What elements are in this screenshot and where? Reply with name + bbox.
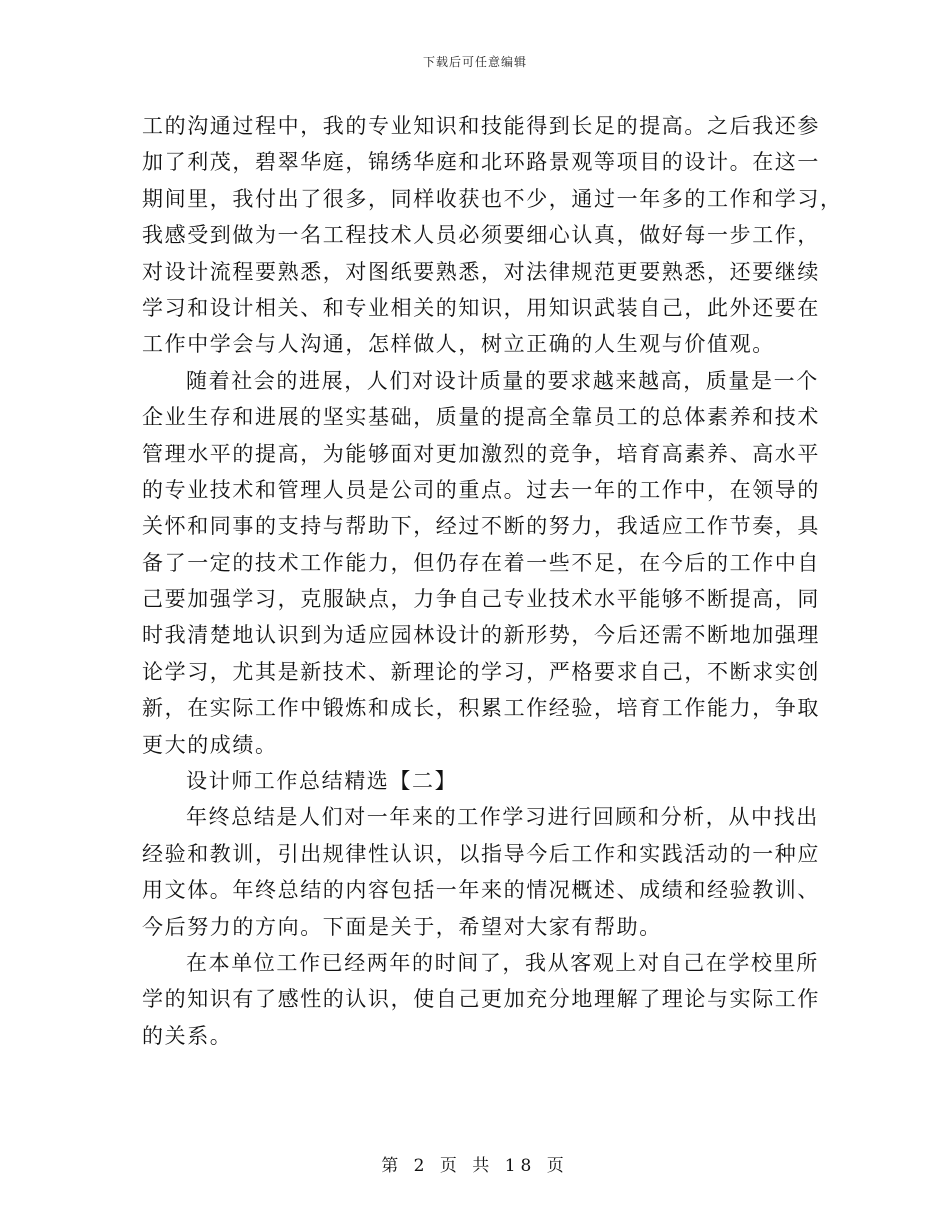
paragraph-line: 企业生存和进展的坚实基础，质量的提高全靠员工的总体素养和技术 (142, 405, 820, 430)
paragraph-line: 的关系。 (142, 1023, 233, 1048)
paragraph-line: 关怀和同事的支持与帮助下，经过不断的努力，我适应工作节奏，具 (142, 514, 820, 539)
paragraph-line: 时我清楚地认识到为适应园林设计的新形势，今后还需不断地加强理 (142, 623, 820, 648)
paragraph-line: 更大的成绩。 (142, 732, 278, 757)
paragraph-line: 己要加强学习，克服缺点，力争自己专业技术水平能够不断提高，同 (142, 587, 820, 612)
paragraph-line: 工作中学会与人沟通，怎样做人，树立正确的人生观与价值观。 (142, 332, 775, 357)
paragraph-line: 我感受到做为一名工程技术人员必须要细心认真，做好每一步工作， (142, 223, 820, 248)
paragraph-line: 学习和设计相关、和专业相关的知识，用知识武装自己，此外还要在 (142, 295, 820, 320)
paragraph-line: 在本单位工作已经两年的时间了，我从客观上对自己在学校里所 (186, 950, 819, 975)
paragraph-line: 加了利茂，碧翠华庭，锦绣华庭和北环路景观等项目的设计。在这一 (142, 150, 820, 175)
paragraph-line: 管理水平的提高，为能够面对更加激烈的竞争，培育高素养、高水平 (142, 441, 820, 466)
paragraph-line: 新，在实际工作中锻炼和成长，积累工作经验，培育工作能力，争取 (142, 696, 820, 721)
section-heading: 设计师工作总结精选【二】 (186, 769, 458, 794)
paragraph-line: 今后努力的方向。下面是关于，希望对大家有帮助。 (142, 914, 662, 939)
document-body (142, 108, 843, 1054)
paragraph-line: 的专业技术和管理人员是公司的重点。过去一年的工作中，在领导的 (142, 477, 820, 502)
paragraph-line: 工的沟通过程中，我的专业知识和技能得到长足的提高。之后我还参 (142, 114, 820, 138)
paragraph-line: 用文体。年终总结的内容包括一年来的情况概述、成绩和经验教训、 (142, 878, 820, 903)
paragraph-line: 对设计流程要熟悉，对图纸要熟悉，对法律规范更要熟悉，还要继续 (142, 259, 820, 284)
page-header: 下载后可任意编辑 (422, 55, 527, 69)
page-footer: 第 2 页 共 18 页 (381, 1156, 569, 1176)
paragraph-line: 期间里，我付出了很多，同样收获也不少，通过一年多的工作和学习， (142, 186, 843, 211)
paragraph-line: 年终总结是人们对一年来的工作学习进行回顾和分析，从中找出 (186, 805, 819, 830)
paragraph-line: 备了一定的技术工作能力，但仍存在着一些不足，在今后的工作中自 (142, 550, 820, 575)
paragraph-line: 随着社会的进展，人们对设计质量的要求越来越高，质量是一个 (186, 368, 819, 393)
paragraph-line: 学的知识有了感性的认识，使自己更加充分地理解了理论与实际工作 (142, 987, 820, 1012)
paragraph-line: 经验和教训，引出规律性认识，以指导今后工作和实践活动的一种应 (142, 841, 820, 866)
paragraph-line: 论学习，尤其是新技术、新理论的学习，严格要求自己，不断求实创 (142, 659, 820, 684)
